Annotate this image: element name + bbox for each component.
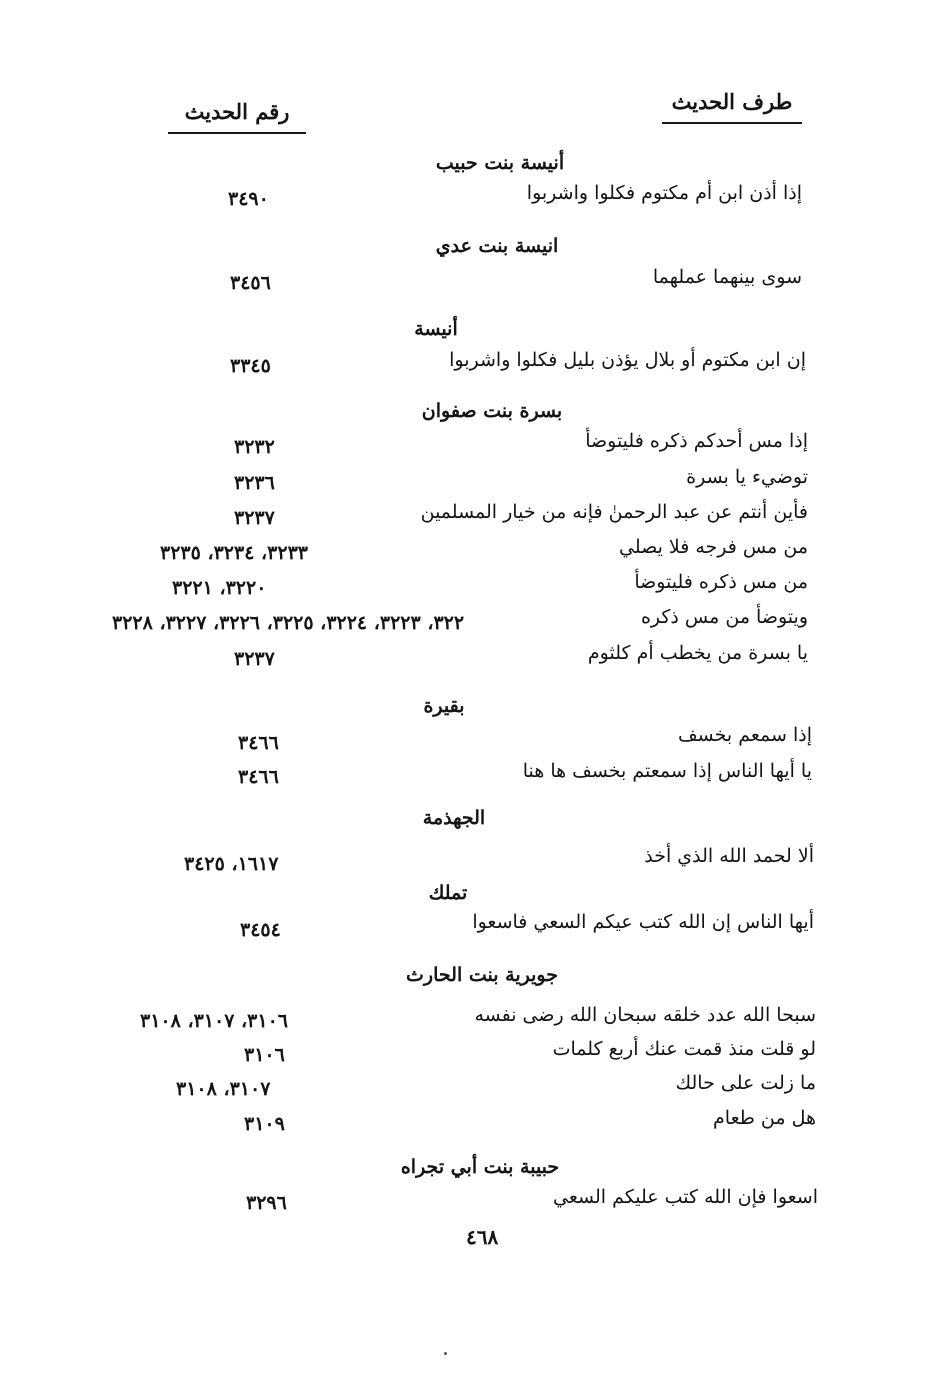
narrator-heading: بسرة بنت صفوان [421, 400, 563, 422]
hadith-numbers: ٣١٠٦، ٣١٠٧، ٣١٠٨ [140, 1010, 288, 1032]
hadith-text: إذا مس أحدكم ذكره فليتوضأ [585, 430, 808, 452]
hadith-text: أيها الناس إن الله كتب عيكم السعي فاسعوا [472, 911, 814, 933]
narrator-heading: انيسة بنت عدي [435, 235, 559, 257]
hadith-numbers: ١٦١٧، ٣٤٢٥ [184, 853, 279, 875]
hadith-number-column-header: رقم الحديث [168, 98, 306, 134]
hadith-numbers: ٣٤٥٦ [230, 272, 271, 294]
hadith-text: إذا أذن ابن أم مكتوم فكلوا واشربوا [526, 182, 802, 204]
page-number: ٤٦٨ [466, 1225, 499, 1249]
hadith-text: ما زلت على حالك [675, 1072, 816, 1094]
hadith-numbers: ٣٤٦٦ [238, 732, 279, 754]
hadith-numbers: ٣٢٣٢ [234, 436, 275, 458]
hadith-text: لو قلت منذ قمت عنك أربع كلمات [552, 1038, 816, 1060]
hadith-text: اسعوا فإن الله كتب عليكم السعي [553, 1186, 818, 1208]
hadith-text: إن ابن مكتوم أو بلال يؤذن بليل فكلوا واشربوا [449, 349, 806, 371]
hadith-numbers: ٣٢٩٦ [246, 1192, 287, 1214]
hadith-numbers: ٣١٠٧، ٣١٠٨ [176, 1078, 271, 1100]
narrator-heading: جويرية بنت الحارث [406, 964, 558, 986]
hadith-text: فأين أنتم عن عبد الرحمنٰ فإنه من خيار المسلمين [420, 501, 808, 523]
hadith-numbers: ٣١٠٦ [244, 1044, 285, 1066]
hadith-numbers: ٣٢٢٠، ٣٢٢١ [172, 577, 267, 599]
scan-speck [444, 1352, 447, 1355]
narrator-heading: حبيبة بنت أبي تجراه [400, 1156, 560, 1178]
hadith-text: إذا سمعم بخسف [678, 724, 812, 746]
hadith-text: من مس ذكره فليتوضأ [634, 571, 808, 593]
hadith-numbers: ٣٤٩٠ [228, 188, 269, 210]
hadith-numbers: ٣١٠٩ [244, 1113, 285, 1135]
hadith-text: يا بسرة من يخطب أم كلثوم [587, 642, 808, 664]
hadith-text: توضيء يا بسرة [686, 466, 808, 488]
narrator-heading: الجهذمة [422, 807, 486, 829]
hadith-numbers: ٣٢٣٦ [234, 472, 275, 494]
hadith-text: ألا لحمد الله الذي أخذ [644, 845, 814, 867]
hadith-numbers: ٣٤٦٦ [238, 766, 279, 788]
narrator-heading: أنيسة بنت حبيب [435, 152, 565, 174]
hadith-numbers: ٣٣٤٥ [230, 355, 271, 377]
hadith-start-column-header: طرف الحديث [662, 88, 802, 124]
hadith-text: سبحا الله عدد خلقه سبحان الله رضى نفسه [474, 1004, 816, 1026]
hadith-numbers: ٣٢٢، ٣٢٢٣، ٣٢٢٤، ٣٢٢٥، ٣٢٢٦، ٣٢٢٧، ٣٢٢٨ [112, 612, 465, 634]
hadith-text: يا أيها الناس إذا سمعتم بخسف ها هنا [522, 760, 812, 782]
hadith-numbers: ٣٢٣٧ [234, 648, 275, 670]
narrator-heading: بقيرة [423, 695, 465, 717]
hadith-text: ويتوضأ من مس ذكره [640, 606, 808, 628]
hadith-text: سوى بينهما عملهما [652, 266, 802, 288]
hadith-text: هل من طعام [713, 1107, 816, 1129]
narrator-heading: تملك [428, 882, 468, 904]
narrator-heading: أنيسة [414, 318, 458, 340]
hadith-numbers: ٣٢٣٣، ٣٢٣٤، ٣٢٣٥ [160, 542, 308, 564]
hadith-numbers: ٣٢٣٧ [234, 507, 275, 529]
hadith-text: من مس فرجه فلا يصلي [618, 536, 808, 558]
hadith-numbers: ٣٤٥٤ [240, 919, 281, 941]
